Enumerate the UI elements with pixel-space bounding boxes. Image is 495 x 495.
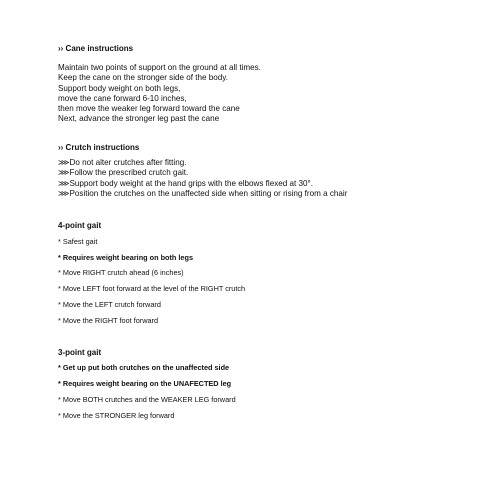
cane-line: Next, advance the stronger leg past the cane xyxy=(58,114,220,124)
three-point-item: * Move BOTH crutches and the WEAKER LEG forward xyxy=(58,395,236,404)
cane-line: Maintain two points of support on the ground at all times. xyxy=(58,63,261,72)
three-point-item: * Requires weight bearing on the UNAFECTED leg xyxy=(58,379,232,388)
four-point-item: * Move LEFT foot forward at the level of the RIGHT crutch xyxy=(58,284,246,293)
three-point-item: * Get up put both crutches on the unaffected side xyxy=(58,363,230,372)
crutch-heading: ›› Crutch instructions xyxy=(58,143,140,152)
crutch-line: ⋙Do not alter crutches after fitting. xyxy=(58,158,187,167)
four-point-item: * Move the LEFT crutch forward xyxy=(58,300,161,309)
cane-line: Keep the cane on the stronger side of the body. xyxy=(58,73,228,83)
four-point-item: * Safest gait xyxy=(58,237,98,246)
instruction-page xyxy=(58,0,488,495)
crutch-instructions xyxy=(58,158,347,199)
cane-line: Support body weight on both legs, xyxy=(58,83,181,93)
four-point-item: * Requires weight bearing on both legs xyxy=(58,253,194,262)
crutch-line: ⋙Position the crutches on the unaffected side when sitting or rising from a chair xyxy=(58,188,348,198)
four-point-item: * Move RIGHT crutch ahead (6 inches) xyxy=(58,268,184,277)
cane-line: move the cane forward 6-10 inches, xyxy=(58,93,187,103)
four-point-gait-heading: 4-point gait xyxy=(58,221,102,230)
cane-instructions xyxy=(58,63,261,125)
cane-heading: ›› Cane instructions xyxy=(58,44,134,53)
three-point-gait-heading: 3-point gait xyxy=(58,348,102,357)
cane-line: then move the weaker leg forward toward the cane xyxy=(58,104,240,114)
four-point-item: * Move the RIGHT foot forward xyxy=(58,316,159,325)
three-point-item: * Move the STRONGER leg forward xyxy=(58,411,175,420)
crutch-line: ⋙Support body weight at the hand grips with the elbows flexed at 30°. xyxy=(58,178,314,188)
crutch-line: ⋙Follow the prescribed crutch gait. xyxy=(58,168,189,178)
